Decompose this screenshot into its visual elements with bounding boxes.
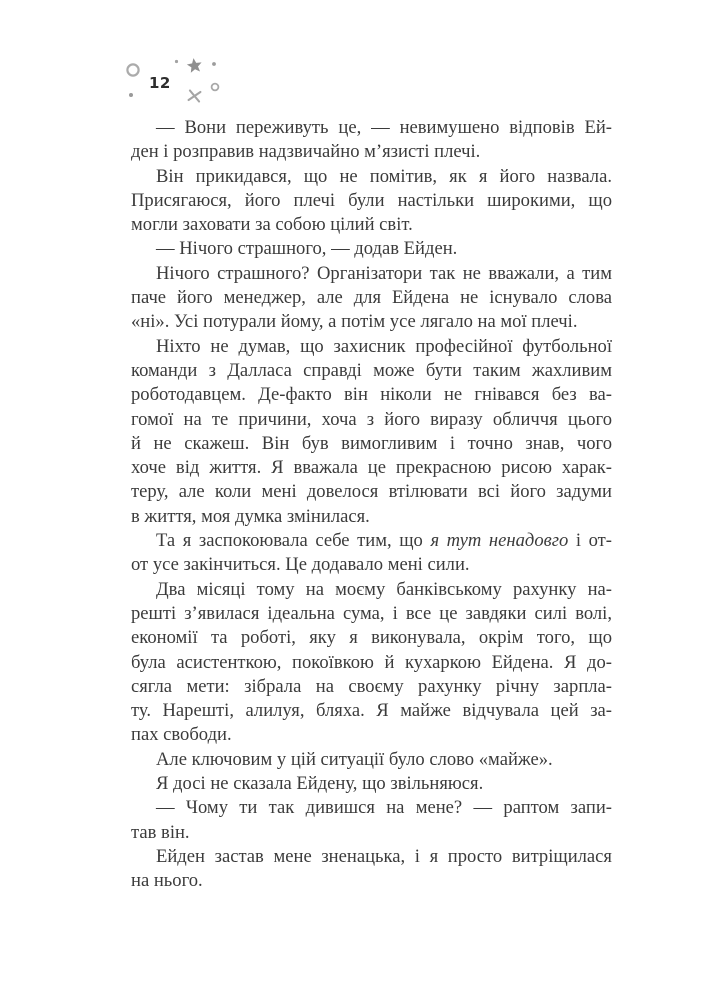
text-line: ден і розправив надзвичайно м’язисті плечі.	[131, 141, 481, 163]
text-line: Він прикидався, що не помітив, як я його назвала.	[156, 165, 612, 187]
page-text	[131, 116, 612, 894]
dot-icon	[174, 59, 179, 64]
text-line: от усе закінчиться. Це додавало мені сили.	[131, 554, 470, 576]
text-line: ту. Нарешті, алилуя, бляха. Я майже відчувала цей за-	[131, 700, 612, 722]
text-line: пах свободи.	[131, 724, 232, 746]
cross-icon	[187, 89, 202, 103]
text-line: паче його менеджер, але для Ейдена не існувало слова	[131, 287, 612, 309]
text-line: сягла мети: зібрала на своєму рахунку річну зарпла-	[131, 675, 612, 697]
text-line: Нічого страшного? Організатори так не вважали, а тим	[156, 262, 612, 284]
text-line: економії та роботі, яку я виконувала, окрім того, що	[131, 627, 612, 649]
text-line: могли заховати за собою цілий світ.	[131, 214, 413, 236]
text-line: «ні». Усі потурали йому, а потім усе лягало на мої плечі.	[131, 311, 578, 333]
text-line: — Чому ти так дивишся на мене? — раптом запи-	[156, 797, 612, 819]
star-icon	[186, 57, 203, 74]
text-line: команди з Далласа справді може бути таким жахливим	[131, 359, 612, 381]
text-line: Я досі не сказала Ейдену, що звільняюся.	[156, 773, 484, 795]
text-line: тав він.	[131, 821, 190, 843]
text-line: в життя, моя думка змінилася.	[131, 505, 370, 527]
dot-icon	[128, 92, 134, 98]
circle-outline-icon	[125, 63, 141, 79]
small-circle-outline-icon	[210, 82, 220, 92]
page-number: 12	[149, 74, 171, 92]
text-line: Ейден застав мене зненацька, і я просто витріщилася	[156, 845, 612, 867]
text-line: Ніхто не думав, що захисник професійної футбольної	[156, 335, 612, 357]
text-line: Два місяці тому на моєму банківському рахунку на-	[156, 578, 612, 600]
text-line: роботодавцем. Де-факто він ніколи не гнівався без ва-	[131, 384, 612, 406]
text-line: хоче від життя. Я вважала це прекрасною рисою харак-	[131, 457, 612, 479]
text-line: — Вони переживуть це, — невимушено відповів Ей-	[156, 117, 612, 138]
text-line: й не скажеш. Він був вимогливим і точно знав, чого	[131, 432, 612, 454]
text-line: була асистенткою, покоївкою й кухаркою Ейдена. Я до-	[131, 651, 612, 673]
text-line: на нього.	[131, 870, 203, 892]
dot-icon	[211, 61, 217, 67]
text-line: гомої на те причини, хоча з його виразу обличчя цього	[131, 408, 612, 430]
header-ornaments	[0, 0, 728, 120]
text-line: — Нічого страшного, — додав Ейден.	[156, 238, 458, 260]
text-line: Та я заспокоювала себе тим, що я тут ненадовго і от-	[156, 530, 612, 552]
text-line: Присягаюся, його плечі були настільки широкими, що	[131, 189, 612, 211]
text-line: решті з’явилася ідеальна сума, і все це завдяки силі волі,	[131, 602, 612, 624]
text-line: теру, але коли мені довелося втілювати всі його задуми	[131, 481, 612, 503]
text-line: Але ключовим у цій ситуації було слово «майже».	[156, 748, 553, 770]
